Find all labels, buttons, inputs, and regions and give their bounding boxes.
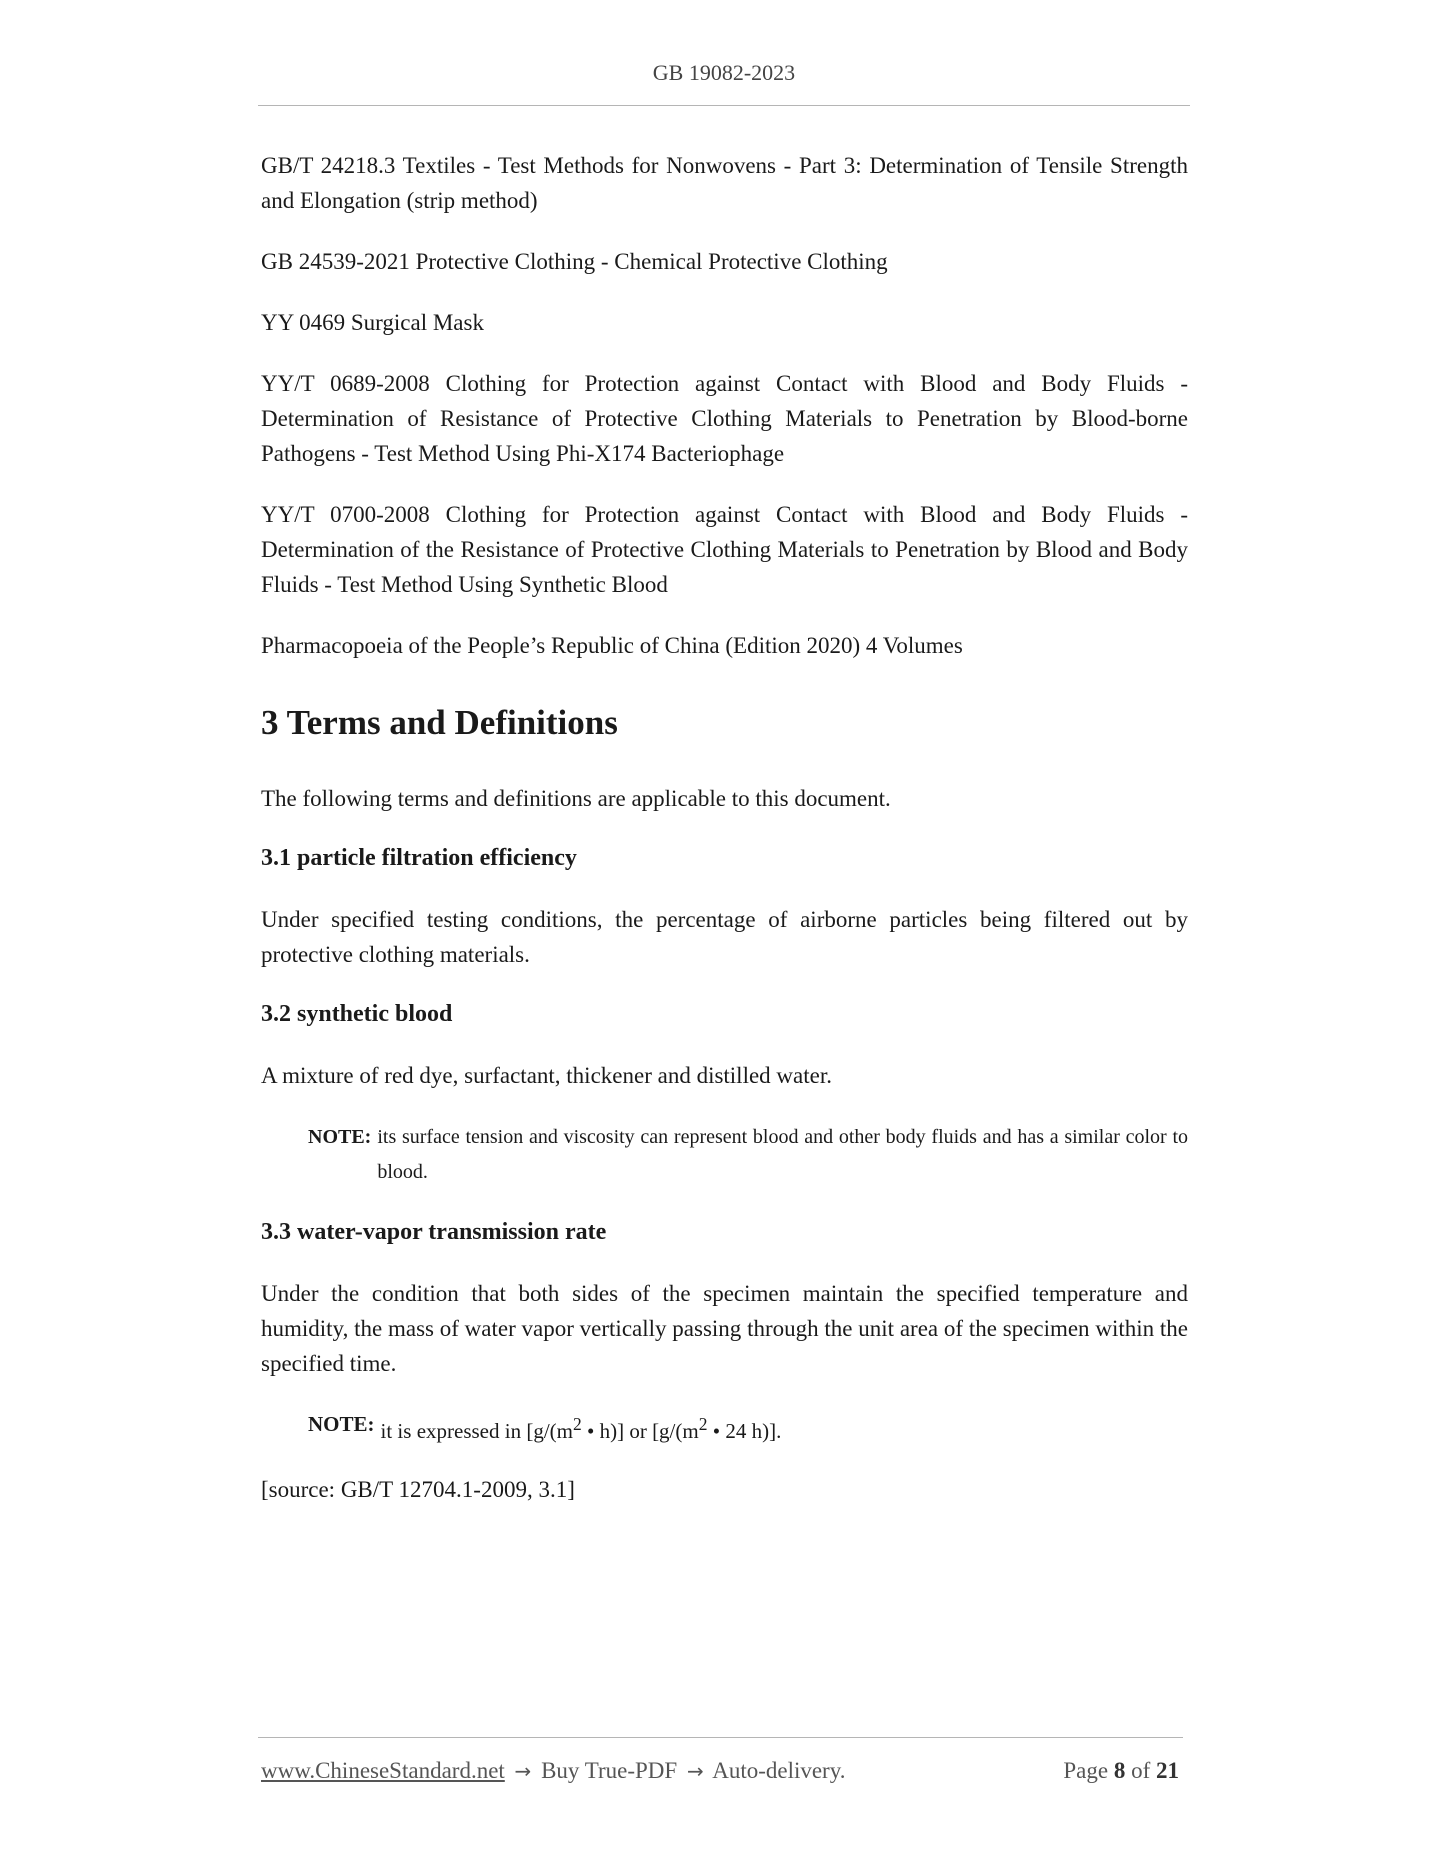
reference-item: GB 24539-2021 Protective Clothing - Chemical Protective Clothing (261, 249, 888, 274)
term-heading: 3.1 particle filtration efficiency (261, 845, 577, 871)
buy-text: Buy True-PDF (541, 1758, 678, 1783)
page-total: 21 (1156, 1758, 1179, 1783)
page-content (261, 148, 1188, 1507)
arrow-icon: → (514, 1759, 532, 1783)
term-heading: 3.2 synthetic blood (261, 1001, 453, 1027)
note-label: NOTE: (308, 1126, 372, 1148)
note-text: its surface tension and viscosity can represent blood and other body fluids and has a similar color to blood. (377, 1126, 1188, 1183)
section-heading: 3 Terms and Definitions (261, 703, 618, 742)
superscript: 2 (572, 1414, 582, 1434)
page-of: of (1131, 1758, 1151, 1783)
note-text-part: • h)] or [g/(m (581, 1419, 699, 1443)
note-text-part: it is expressed in [g/(m (380, 1419, 573, 1443)
reference-item: GB/T 24218.3 Textiles - Test Methods for Nonwovens - Part 3: Determination of Tensile Strength and Elongation (strip method) (261, 153, 1188, 213)
reference-item: Pharmacopoeia of the People’s Republic of China (Edition 2020) 4 Volumes (261, 633, 963, 658)
website-link[interactable]: www.ChineseStandard.net (261, 1758, 505, 1783)
page-label: Page (1063, 1758, 1109, 1783)
term-definition: Under specified testing conditions, the percentage of airborne particles being filtered out by protective clothing materials. (261, 907, 1188, 967)
note (261, 1120, 1188, 1190)
section-intro: The following terms and definitions are applicable to this document. (261, 786, 891, 811)
reference-item: YY/T 0700-2008 Clothing for Protection against Contact with Blood and Body Fluids - Determination of the Resistance of Protective Clothing Materials to Penetration by Blood and Body Fluids - Test Method Using Synthetic Blood (261, 502, 1188, 597)
footer-rule (258, 1737, 1183, 1738)
note-text (381, 1407, 1188, 1449)
arrow-icon: → (686, 1759, 704, 1783)
term-definition: Under the condition that both sides of the specimen maintain the specified temperature and humidity, the mass of water vapor vertically passing through the unit area of the specimen within the specified time. (261, 1281, 1188, 1376)
term-definition: A mixture of red dye, surfactant, thickener and distilled water. (261, 1063, 832, 1088)
term-heading: 3.3 water-vapor transmission rate (261, 1219, 607, 1245)
header-rule (258, 105, 1190, 106)
footer-links (261, 1758, 845, 1784)
reference-item: YY 0469 Surgical Mask (261, 310, 484, 335)
note-text-part: • 24 h)]. (707, 1419, 782, 1443)
running-header: GB 19082-2023 (652, 60, 796, 85)
note-label: NOTE: (308, 1412, 375, 1436)
page-current: 8 (1113, 1758, 1126, 1783)
superscript: 2 (698, 1414, 708, 1434)
reference-item: YY/T 0689-2008 Clothing for Protection against Contact with Blood and Body Fluids - Determination of Resistance of Protective Clothing Materials to Penetration by Blood-borne Pathogens - Test Method Using Phi-X174 Bacteriophage (261, 371, 1188, 466)
delivery-text: Auto-delivery. (712, 1758, 846, 1783)
page-number (1063, 1758, 1179, 1784)
source-citation: [source: GB/T 12704.1-2009, 3.1] (261, 1477, 575, 1502)
note (261, 1407, 1188, 1449)
